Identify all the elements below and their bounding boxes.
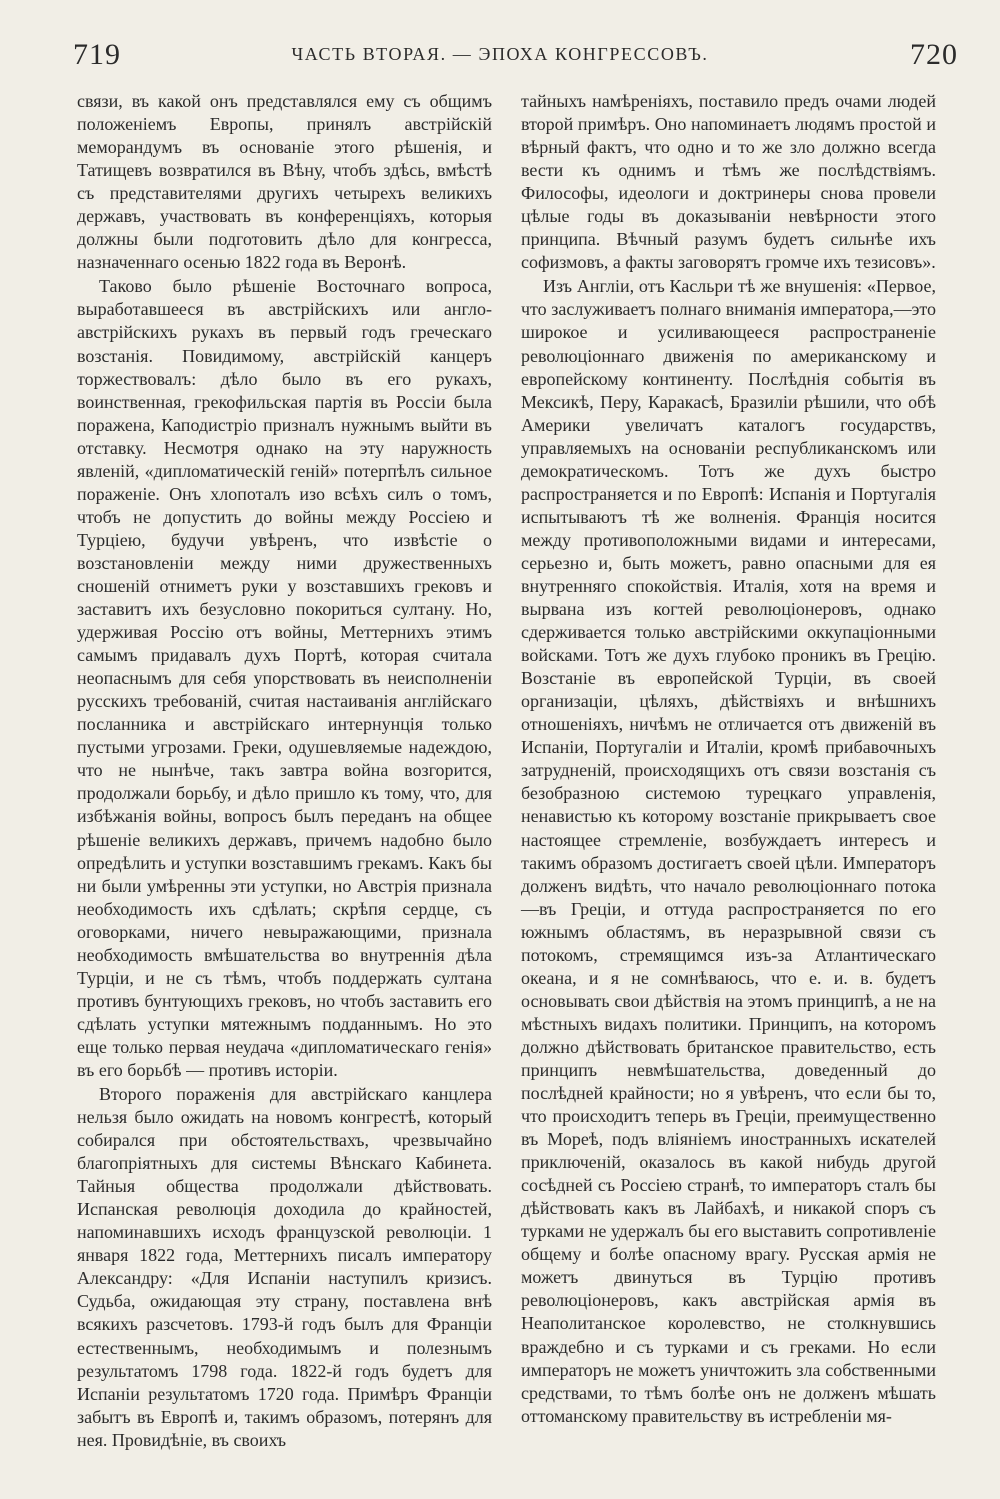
left-page-number: 719 [73,38,121,71]
running-head: ЧАСТЬ ВТОРАЯ. — ЭПОХА КОНГРЕССОВЪ. [291,44,709,64]
right-paragraph-1: тайныхъ намѣреніяхъ, поставило предъ очами людей второй примѣръ. Оно напоминаетъ людямъ простой и вѣрный фактъ, что одно и то же зло должно всегда вести къ однимъ и тѣмъ же послѣдствіямъ. Философы, идеологи и доктринеры снова провели цѣлые годы въ доказываніи невѣрности этого принципа. Вѣчный разумъ будетъ сильнѣе ихъ софизмовъ, а факты заговорятъ громче ихъ тезисовъ». [521,91,936,273]
right-page-number: 720 [910,38,958,71]
left-paragraph-2: Таково было рѣшеніе Восточнаго вопроса, выработавшееся въ австрійскихъ или англо-австрійскихъ рукахъ въ первый годъ греческаго возстанія. Повидимому, австрійскій канцеръ торжествовалъ: дѣло было въ его рукахъ, воинственная, грекофильская партія въ Россіи была поражена, Каподистріо призналъ нужнымъ выйти въ отставку. Несмотря однако на эту наружность явленій, «дипломатическій геній» потерпѣлъ сильное пораженіе. Онъ хлопоталъ изо всѣхъ силъ о томъ, чтобъ не допустить до войны между Россіею и Турціею, будучи увѣренъ, что извѣстіе о возстановленіи между ними дружественныхъ сношеній отниметъ руки у возставшихъ грековъ и заставитъ ихъ безусловно покориться султану. Но, удерживая Россію отъ войны, Меттернихъ этимъ самымъ придавалъ духъ Портѣ, которая считала неопаснымъ для себя упорствовать въ неисполненіи русскихъ требованій, считая настаиванія англійскаго посланника и австрійскаго интернунція только пустыми угрозами. Греки, одушевляемые надеждою, что не нынѣче, такъ завтра война возгорится, продолжали борьбу, и дѣло пришло къ тому, что, для избѣжанія войны, вопросъ былъ переданъ на общее рѣшеніе великихъ державъ, причемъ надобно было опредѣлить и уступки возставшимъ грекамъ. Какъ бы ни были умѣренны эти уступки, но Австрія признала необходимость ихъ сдѣлать; скрѣпя сердце, съ оговорками, ничего невыражающими, признала необходимость вмѣшательства во внутреннія дѣла Турціи, и не съ тѣмъ, чтобъ поддержать султана противъ бунтующихъ грековъ, но чтобъ заставить его сдѣлать уступки мятежнымъ подданнымъ. Но это еще только первая неудача «дипломатическаго генія» въ его борьбѣ — противъ исторіи. [77,276,492,1080]
right-paragraph-2: Изъ Англіи, отъ Касльри тѣ же внушенія: «Первое, что заслуживаетъ полнаго вниманія императора,—это широкое и усиливающееся распространеніе революціоннаго движенія по американскому и европейскому континенту. Послѣднія событія въ Мексикѣ, Перу, Каракасѣ, Бразиліи рѣшили, что обѣ Америки увеличатъ каталогъ государствъ, управляемыхъ на основаніи республиканскомъ или демократическомъ. Тотъ же духъ быстро распространяется и по Европѣ: Испанія и Португалія испытываютъ тѣ же волненія. Франція носится между противоположными видами и интересами, серьезно и, быть можетъ, равно опасными для ея внутренняго спокойствія. Италія, хотя на время и вырвана изъ когтей революціонеровъ, однако сдерживается только австрійскими оккупаціонными войсками. Тотъ же духъ глубоко проникъ въ Грецію. Возстаніе въ европейской Турціи, въ своей организаціи, цѣляхъ, дѣйствіяхъ и внѣшнихъ отношеніяхъ, ничѣмъ не отличается отъ движеній въ Испаніи, Португаліи и Италіи, кромѣ прибавочныхъ затрудненій, происходящихъ отъ связи возстанія съ безобразною системою турецкаго управленія, ненавистью къ которому возстаніе прикрываетъ свое настоящее стремленіе, возбуждаетъ интересъ и такимъ образомъ достигаетъ своей цѣли. Императоръ долженъ видѣть, что начало революціоннаго потока—въ Греціи, и оттуда распространяется по его южнымъ областямъ, въ неразрывной связи съ потокомъ, стремящимся изъ-за Атлантическаго океана, и я не сомнѣваюсь, что е. и. в. будетъ основывать свои дѣйствія на этомъ принципѣ, а не на мѣстныхъ видахъ политики. Принципъ, на которомъ должно дѣйствовать британское правительство, есть принципъ невмѣшательства, доведенный до послѣдней крайности; но я увѣренъ, что если бы то, что происходитъ теперь въ Греціи, преимущественно въ Мореѣ, подъ вліяніемъ иностранныхъ искателей приключеній, оказалось въ какой нибудь другой сосѣдней съ Россіею странѣ, то императоръ сталъ бы дѣйствовать какъ въ Лайбахѣ, и никакой споръ съ турками не удержалъ бы его выставить сопротивленіе общему и болѣе опасному врагу. Русская армія не можетъ двинуться въ Турцію противъ революціонеровъ, какъ австрійская армія въ Неаполитанское королевство, не столкнувшись враждебно и съ турками и съ греками. Но если императоръ не можетъ уничтожить зла собственными средствами, то тѣмъ болѣе онъ не долженъ мѣшать оттоманскому правительству въ истребленіи мя- [521,276,936,1426]
left-paragraph-1: связи, въ какой онъ представлялся ему съ общимъ положеніемъ Европы, принялъ австрійскій меморандумъ въ основаніе этого рѣшенія, и Татищевъ возвратился въ Вѣну, чтобъ здѣсь, вмѣстѣ съ представителями другихъ четырехъ великихъ державъ, участвовать въ конференціяхъ, которыя должны были подготовить дѣло для конгресса, назначеннаго осенью 1822 года въ Веронѣ. [77,91,492,273]
page-header [0,30,1000,90]
right-column [521,90,936,1428]
left-paragraph-3: Второго пораженія для австрійскаго канцлера нельзя было ожидать на новомъ конгрестѣ, который собирался при обстоятельствахъ, чрезвычайно благопріятныхъ для системы Вѣнскаго Кабинета. Тайныя общества продолжали дѣйствовать. Испанская революція доходила до крайностей, напоминавшихъ исходъ французской революціи. 1 января 1822 года, Меттернихъ писалъ императору Александру: «Для Испаніи наступилъ кризисъ. Судьба, ожидающая эту страну, поставлена внѣ всякихъ разсчетовъ. 1793-й годъ былъ для Франціи естественнымъ, необходимымъ и полезнымъ результатомъ 1798 года. 1822-й годъ будетъ для Испаніи результатомъ 1720 года. Примѣръ Франціи забытъ въ Европѣ и, такимъ образомъ, потерянъ для нея. Провидѣніе, въ своихъ [77,1084,492,1450]
left-column [77,90,492,1452]
